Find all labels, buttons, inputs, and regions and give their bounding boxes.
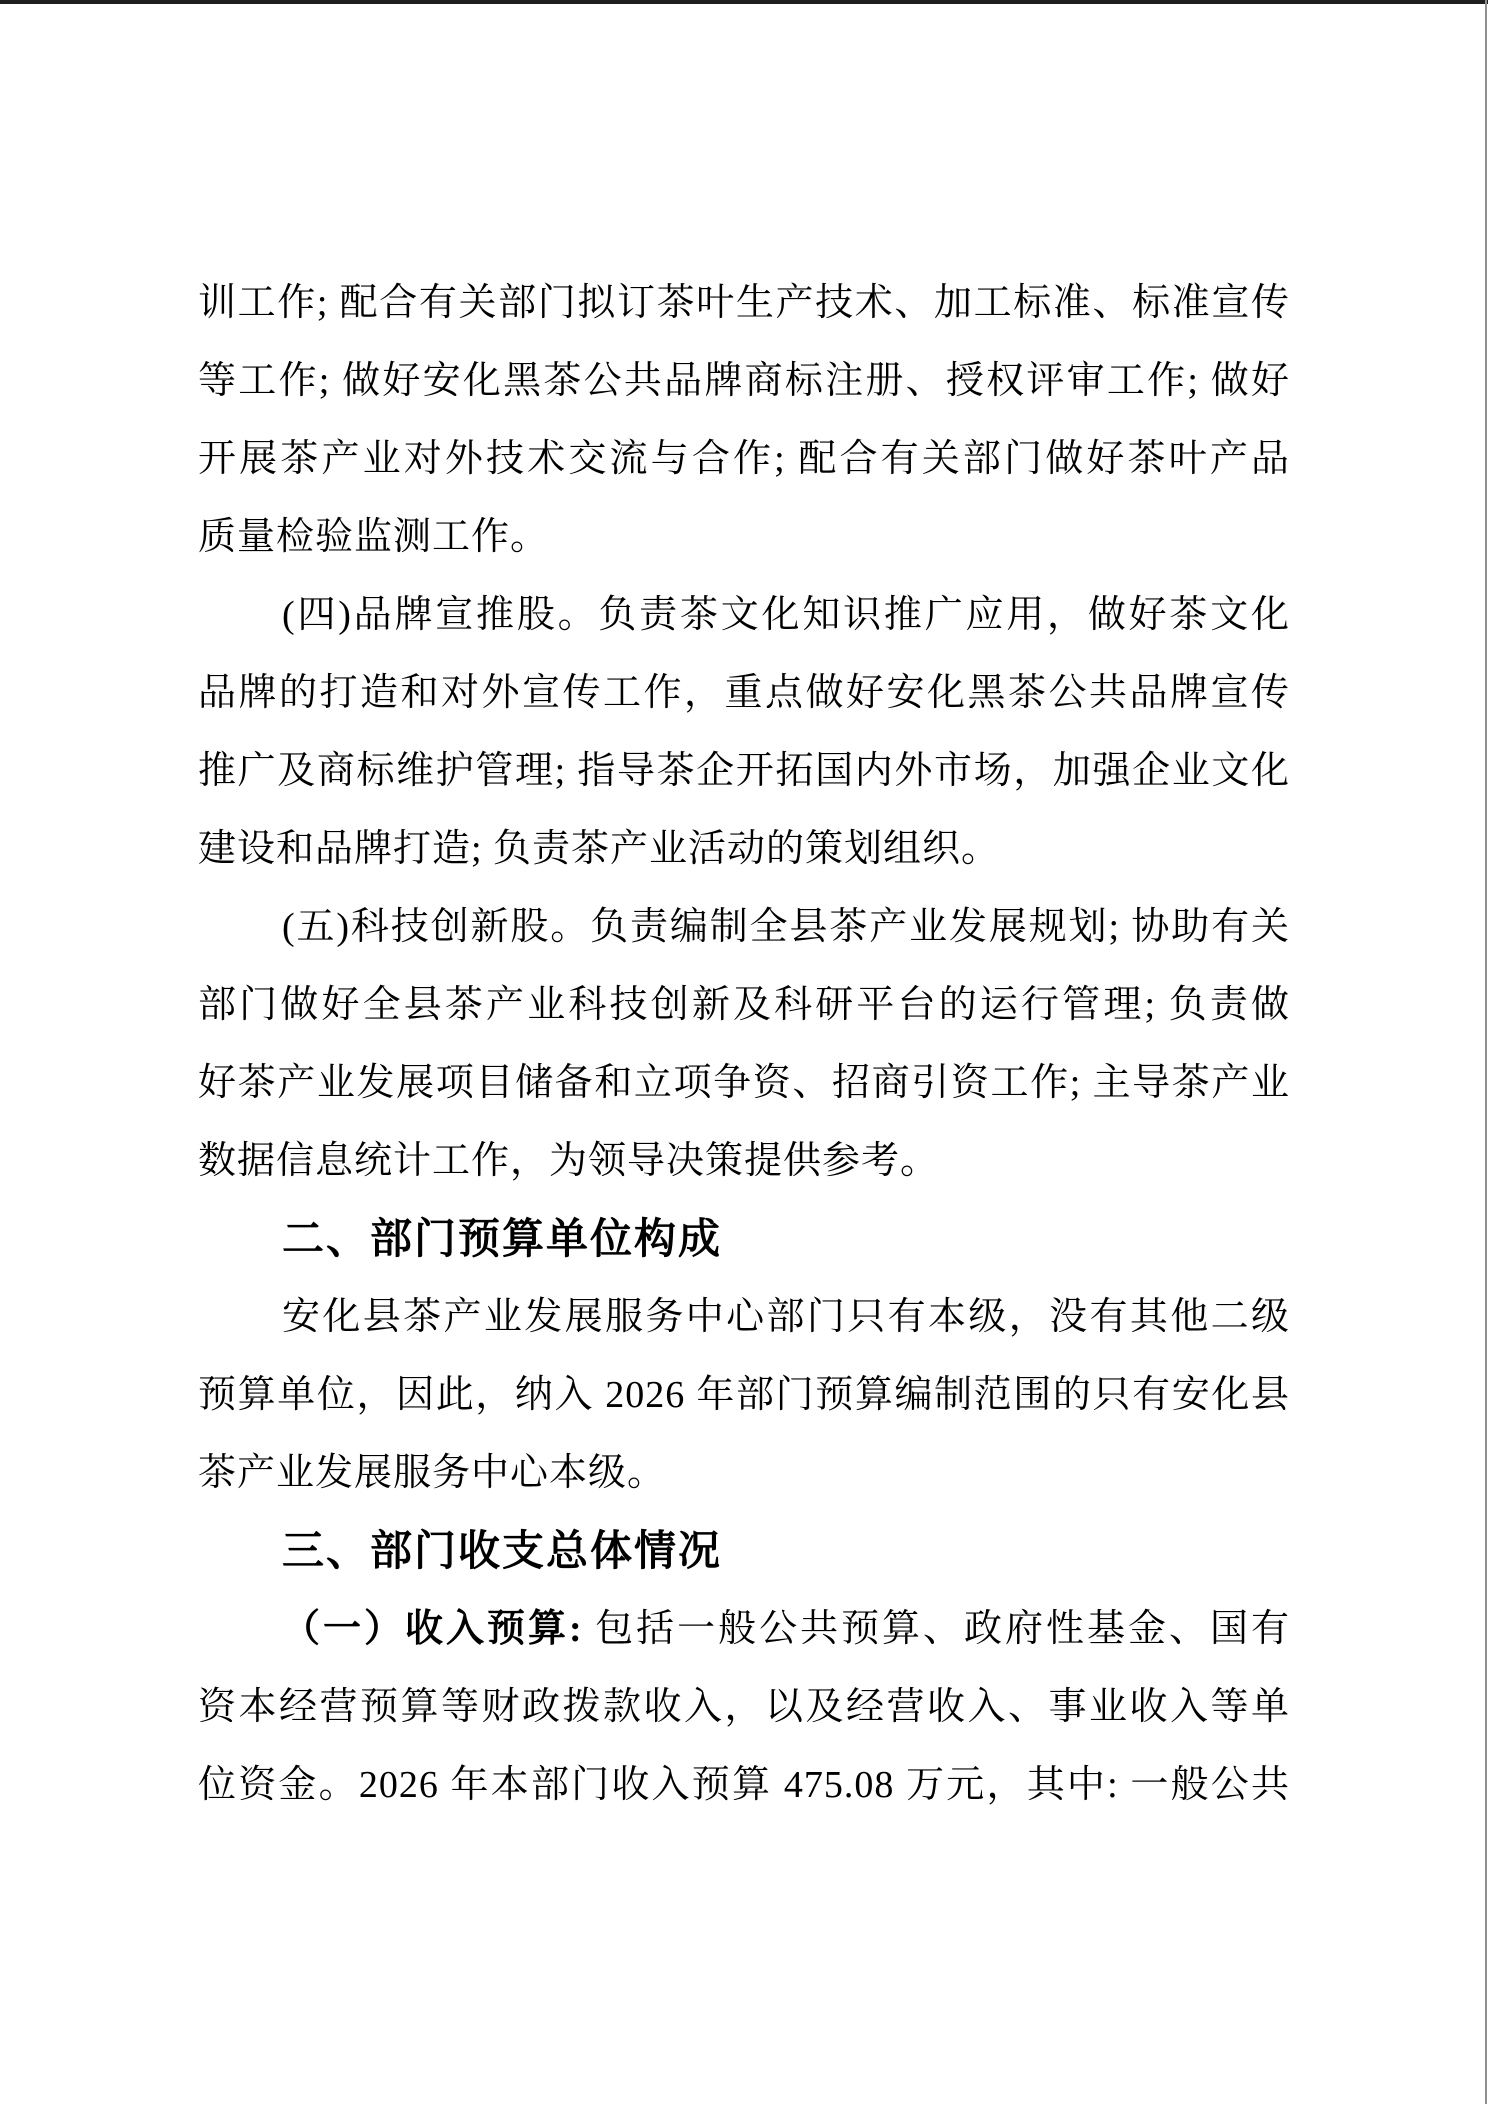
text-run: 部门做好全县茶产业科技创新及科研平台的运行管理; 负责做 — [198, 984, 1290, 1026]
text-line — [198, 1590, 1290, 1668]
section-heading — [198, 1200, 1290, 1278]
text-run: 三、部门收支总体情况 — [282, 1527, 723, 1574]
text-line — [198, 342, 1290, 420]
text-line — [198, 1668, 1290, 1746]
text-line — [198, 1044, 1290, 1122]
bold-run: （一）收入预算: — [282, 1608, 596, 1650]
text-line — [198, 420, 1290, 498]
text-line — [198, 576, 1290, 654]
text-line — [198, 264, 1290, 342]
text-line — [198, 810, 1290, 888]
text-run: 推广及商标维护管理; 指导茶企开拓国内外市场，加强企业文化 — [198, 750, 1290, 792]
text-run: 好茶产业发展项目储备和立项争资、招商引资工作; 主导茶产业 — [198, 1062, 1290, 1104]
page-right-scan-line — [1485, 0, 1487, 2104]
text-run: 品牌的打造和对外宣传工作，重点做好安化黑茶公共品牌宣传 — [198, 672, 1290, 714]
text-run: 茶产业发展服务中心本级。 — [198, 1452, 667, 1494]
text-run: 质量检验监测工作。 — [198, 516, 550, 558]
section-heading — [198, 1512, 1290, 1590]
text-run: 资本经营预算等财政拨款收入，以及经营收入、事业收入等单 — [198, 1686, 1290, 1728]
text-line — [198, 654, 1290, 732]
text-run: 数据信息统计工作，为领导决策提供参考。 — [198, 1140, 940, 1182]
text-run: 位资金。2026 年本部门收入预算 475.08 万元，其中: 一般公共 — [198, 1764, 1290, 1806]
text-line — [198, 498, 1290, 576]
page-top-scan-line — [0, 0, 1488, 4]
document-body — [198, 264, 1290, 1824]
text-run: 建设和品牌打造; 负责茶产业活动的策划组织。 — [198, 828, 1001, 870]
text-run: 二、部门预算单位构成 — [282, 1215, 723, 1262]
text-line — [198, 888, 1290, 966]
text-run: (四)品牌宣推股。负责茶文化知识推广应用，做好茶文化 — [282, 594, 1290, 636]
text-run: (五)科技创新股。负责编制全县茶产业发展规划; 协助有关 — [282, 906, 1290, 948]
text-line — [198, 1122, 1290, 1200]
text-run: 开展茶产业对外技术交流与合作; 配合有关部门做好茶叶产品 — [198, 438, 1290, 480]
text-line — [198, 966, 1290, 1044]
text-run: 预算单位，因此，纳入 2026 年部门预算编制范围的只有安化县 — [198, 1374, 1290, 1416]
text-line — [198, 732, 1290, 810]
text-line — [198, 1434, 1290, 1512]
text-run: 包括一般公共预算、政府性基金、国有 — [595, 1608, 1290, 1650]
text-line — [198, 1356, 1290, 1434]
text-line — [198, 1278, 1290, 1356]
text-run: 训工作; 配合有关部门拟订茶叶生产技术、加工标准、标准宣传 — [198, 282, 1290, 324]
text-run: 安化县茶产业发展服务中心部门只有本级，没有其他二级 — [282, 1296, 1290, 1338]
text-run: 等工作; 做好安化黑茶公共品牌商标注册、授权评审工作; 做好 — [198, 360, 1290, 402]
text-line — [198, 1746, 1290, 1824]
